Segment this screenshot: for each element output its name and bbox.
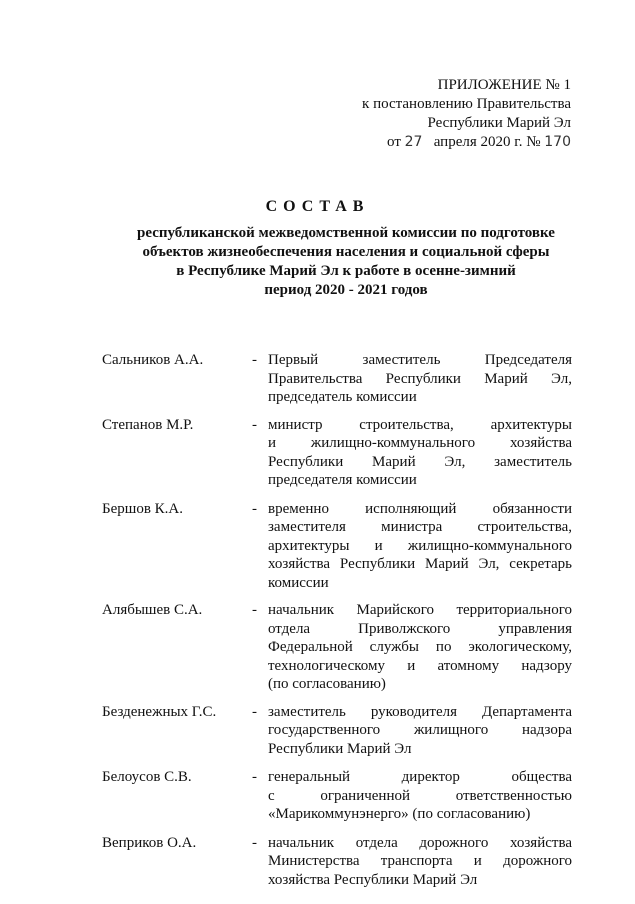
role-line: Первый заместитель Председателя	[268, 352, 572, 368]
member-alyabyshev	[102, 601, 572, 694]
subtitle-line: в Республике Марий Эл к работе в осенне-зимний	[176, 263, 516, 279]
member-dash: -	[252, 352, 257, 368]
member-role	[268, 768, 572, 824]
member-dash: -	[252, 769, 257, 785]
role-line: председателя комиссии	[268, 472, 417, 488]
role-line: с ограниченной ответственностью	[268, 787, 572, 804]
member-role	[268, 351, 572, 407]
role-line: «Марикоммунэнерго» (по согласованию)	[268, 806, 531, 822]
role-line: Республики Марий Эл, заместитель	[268, 453, 572, 470]
role-line: Правительства Республики Марий Эл,	[268, 370, 572, 387]
member-name: Сальников А.А.	[102, 352, 204, 368]
member-dash: -	[252, 500, 257, 517]
member-name: Степанов М.Р.	[102, 416, 194, 433]
role-line: архитектуры и жилищно-коммунального	[268, 537, 572, 554]
document-subtitle	[120, 224, 572, 300]
role-line: заместителя министра строительства,	[268, 519, 572, 535]
member-belousov	[102, 768, 572, 824]
date-month-year: апреля 2020 г. №	[433, 134, 541, 150]
role-line: (по согласованию)	[268, 676, 386, 692]
role-line: хозяйства Республики Марий Эл, секретарь	[268, 556, 572, 572]
role-line: комиссии	[268, 574, 329, 591]
date-prefix: от	[387, 134, 401, 150]
role-line: временно исполняющий обязанности	[268, 500, 572, 517]
role-line: Республики Марий Эл	[268, 740, 412, 757]
appendix-government: Республики Марий Эл	[427, 115, 571, 131]
member-role	[268, 416, 572, 490]
role-line: начальник Марийского территориального	[268, 602, 572, 618]
member-name: Безденежных Г.С.	[102, 703, 217, 720]
member-bezdenezhnykh	[102, 703, 572, 759]
subtitle-line: период 2020 - 2021 годов	[264, 282, 428, 298]
member-dash: -	[252, 602, 257, 618]
date-day: 27	[404, 134, 423, 150]
member-name: Веприков О.А.	[102, 834, 197, 851]
role-line: генеральный директор общества	[268, 769, 572, 785]
member-dash: -	[252, 703, 257, 720]
role-line: заместитель руководителя Департамента	[268, 703, 572, 720]
role-line: хозяйства Республики Марий Эл	[268, 871, 478, 888]
member-role	[268, 500, 572, 593]
appendix-header	[362, 76, 571, 152]
member-dash: -	[252, 416, 257, 433]
role-line: начальник отдела дорожного хозяйства	[268, 834, 572, 851]
decree-number: 170	[544, 134, 571, 150]
member-veprikov	[102, 834, 572, 890]
member-name: Белоусов С.В.	[102, 769, 192, 785]
role-line: председатель комиссии	[268, 389, 417, 405]
document-title: СОСТАВ	[265, 198, 370, 215]
role-line: Министерства транспорта и дорожного	[268, 853, 572, 869]
role-line: технологическому и атомному надзору	[268, 657, 572, 674]
member-name: Бершов К.А.	[102, 500, 183, 517]
appendix-date-line	[362, 133, 571, 152]
member-role	[268, 601, 572, 694]
member-name: Алябышев С.А.	[102, 602, 203, 618]
subtitle-line: объектов жизнеобеспечения населения и социальной сферы	[142, 244, 550, 260]
subtitle-line: республиканской межведомственной комиссии по подготовке	[137, 225, 555, 241]
role-line: и жилищно-коммунального хозяйства	[268, 435, 572, 451]
role-line: Федеральной службы по экологическому,	[268, 639, 572, 655]
role-line: отдела Приволжского управления	[268, 620, 572, 637]
member-bershov	[102, 500, 572, 593]
member-role	[268, 703, 572, 759]
member-role	[268, 834, 572, 890]
appendix-title: ПРИЛОЖЕНИЕ № 1	[437, 77, 571, 93]
member-dash: -	[252, 834, 257, 851]
appendix-reference: к постановлению Правительства	[362, 96, 571, 112]
commission-members-list	[102, 351, 572, 889]
member-salnikov	[102, 351, 572, 407]
member-stepanov	[102, 416, 572, 490]
role-line: государственного жилищного надзора	[268, 722, 572, 738]
role-line: министр строительства, архитектуры	[268, 416, 572, 433]
